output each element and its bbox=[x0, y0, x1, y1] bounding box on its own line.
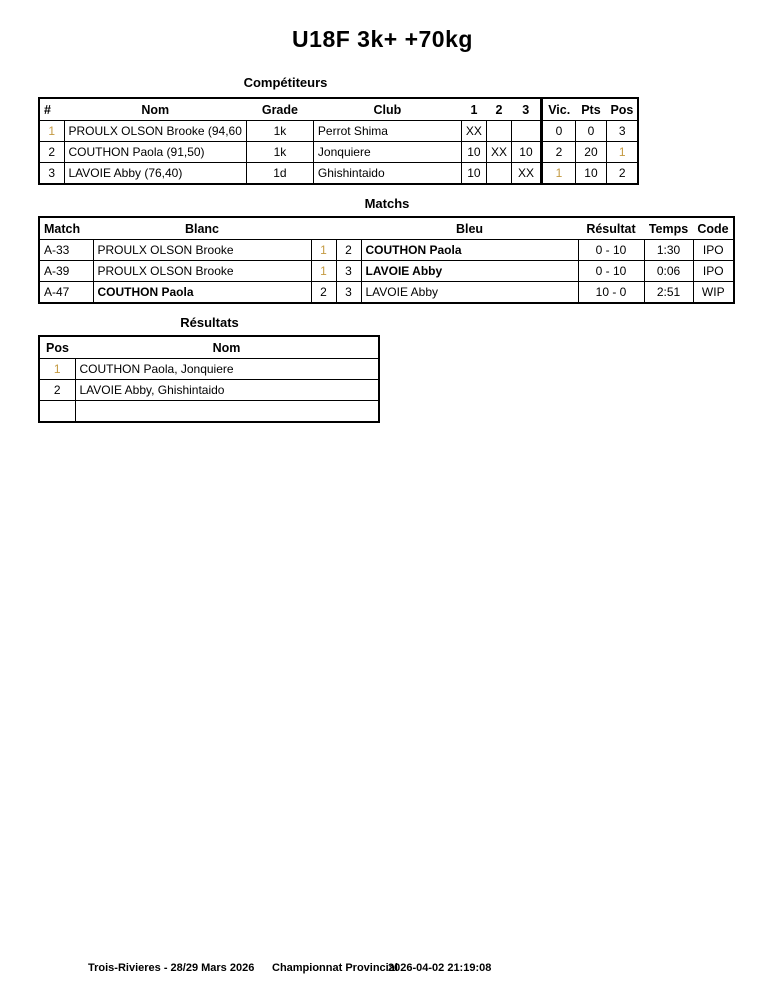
competitor-number: 1 bbox=[39, 121, 64, 142]
match-id: A-39 bbox=[39, 261, 93, 282]
pool-cell-2 bbox=[486, 121, 511, 142]
result-name: COUTHON Paola, Jonquiere bbox=[75, 359, 379, 380]
results-caption: Résultats bbox=[180, 315, 239, 330]
page-title: U18F 3k+ +70kg bbox=[292, 26, 473, 52]
result-position: 2 bbox=[39, 380, 75, 401]
competitors-caption: Compétiteurs bbox=[243, 75, 328, 90]
pool-cell-2: XX bbox=[486, 142, 511, 163]
competitor-position: 3 bbox=[606, 121, 638, 142]
col-header-num: # bbox=[39, 98, 64, 121]
competitor-points: 10 bbox=[575, 163, 606, 185]
match-blanc-number: 2 bbox=[311, 282, 336, 304]
competitor-position: 2 bbox=[606, 163, 638, 185]
match-id: A-33 bbox=[39, 240, 93, 261]
col-header-pos: Pos bbox=[606, 98, 638, 121]
match-code: IPO bbox=[693, 261, 734, 282]
match-row bbox=[39, 240, 734, 261]
competitor-victories: 0 bbox=[541, 121, 575, 142]
pool-cell-3 bbox=[511, 121, 541, 142]
match-bleu-number: 2 bbox=[336, 240, 361, 261]
col-header-spacer bbox=[336, 217, 361, 240]
competitor-club: Perrot Shima bbox=[313, 121, 461, 142]
col-header-pos: Pos bbox=[39, 336, 75, 359]
match-bleu-name: LAVOIE Abby bbox=[361, 261, 578, 282]
match-time: 0:06 bbox=[644, 261, 693, 282]
competitors-header-row bbox=[39, 98, 638, 121]
competitor-number: 3 bbox=[39, 163, 64, 185]
pool-cell-1: 10 bbox=[461, 142, 486, 163]
competitor-victories: 2 bbox=[541, 142, 575, 163]
pool-cell-1: XX bbox=[461, 121, 486, 142]
col-header-code: Code bbox=[693, 217, 734, 240]
col-header-round2: 2 bbox=[486, 98, 511, 121]
footer-event-location: Trois-Rivieres - 28/29 Mars 2026 bbox=[88, 962, 255, 974]
col-header-spacer bbox=[311, 217, 336, 240]
pool-cell-2 bbox=[486, 163, 511, 185]
col-header-resultat: Résultat bbox=[578, 217, 644, 240]
col-header-round1: 1 bbox=[461, 98, 486, 121]
match-result: 0 - 10 bbox=[578, 240, 644, 261]
match-time: 1:30 bbox=[644, 240, 693, 261]
match-code: WIP bbox=[693, 282, 734, 304]
matches-header-row bbox=[39, 217, 734, 240]
pool-cell-1: 10 bbox=[461, 163, 486, 185]
match-row bbox=[39, 261, 734, 282]
match-result: 10 - 0 bbox=[578, 282, 644, 304]
col-header-round3: 3 bbox=[511, 98, 541, 121]
col-header-bleu: Bleu bbox=[361, 217, 578, 240]
col-header-grade: Grade bbox=[246, 98, 313, 121]
match-code: IPO bbox=[693, 240, 734, 261]
match-blanc-name: COUTHON Paola bbox=[93, 282, 311, 304]
matches-caption: Matchs bbox=[364, 196, 410, 211]
match-bleu-name: COUTHON Paola bbox=[361, 240, 578, 261]
competitor-points: 0 bbox=[575, 121, 606, 142]
competitor-row bbox=[39, 163, 638, 185]
competitor-name: COUTHON Paola (91,50) bbox=[64, 142, 246, 163]
competitor-club: Jonquiere bbox=[313, 142, 461, 163]
competitor-name: LAVOIE Abby (76,40) bbox=[64, 163, 246, 185]
competitor-name: PROULX OLSON Brooke (94,60 bbox=[64, 121, 246, 142]
col-header-temps: Temps bbox=[644, 217, 693, 240]
footer-generated-timestamp: 2026-04-02 21:19:08 bbox=[388, 962, 492, 974]
result-name: LAVOIE Abby, Ghishintaido bbox=[75, 380, 379, 401]
competitor-row bbox=[39, 142, 638, 163]
match-blanc-number: 1 bbox=[311, 261, 336, 282]
match-blanc-number: 1 bbox=[311, 240, 336, 261]
matches-table bbox=[38, 216, 735, 304]
col-header-blanc: Blanc bbox=[93, 217, 311, 240]
match-blanc-name: PROULX OLSON Brooke bbox=[93, 240, 311, 261]
pool-cell-3: XX bbox=[511, 163, 541, 185]
competitor-position: 1 bbox=[606, 142, 638, 163]
result-row bbox=[39, 359, 379, 380]
competitor-club: Ghishintaido bbox=[313, 163, 461, 185]
competitor-grade: 1k bbox=[246, 142, 313, 163]
result-row bbox=[39, 401, 379, 423]
footer-event-name: Championnat Provincial bbox=[272, 962, 398, 974]
competitor-grade: 1d bbox=[246, 163, 313, 185]
competitors-table bbox=[38, 97, 639, 185]
competitor-victories: 1 bbox=[541, 163, 575, 185]
match-time: 2:51 bbox=[644, 282, 693, 304]
match-bleu-number: 3 bbox=[336, 261, 361, 282]
result-position bbox=[39, 401, 75, 423]
match-id: A-47 bbox=[39, 282, 93, 304]
results-header-row bbox=[39, 336, 379, 359]
competitor-grade: 1k bbox=[246, 121, 313, 142]
match-blanc-name: PROULX OLSON Brooke bbox=[93, 261, 311, 282]
competitor-row bbox=[39, 121, 638, 142]
pool-cell-3: 10 bbox=[511, 142, 541, 163]
match-bleu-name: LAVOIE Abby bbox=[361, 282, 578, 304]
col-header-nom: Nom bbox=[64, 98, 246, 121]
result-row bbox=[39, 380, 379, 401]
col-header-match: Match bbox=[39, 217, 93, 240]
result-position: 1 bbox=[39, 359, 75, 380]
match-row bbox=[39, 282, 734, 304]
col-header-vic: Vic. bbox=[541, 98, 575, 121]
match-result: 0 - 10 bbox=[578, 261, 644, 282]
col-header-pts: Pts bbox=[575, 98, 606, 121]
col-header-nom: Nom bbox=[75, 336, 379, 359]
competitor-number: 2 bbox=[39, 142, 64, 163]
result-name bbox=[75, 401, 379, 423]
col-header-club: Club bbox=[313, 98, 461, 121]
competitor-points: 20 bbox=[575, 142, 606, 163]
results-table bbox=[38, 335, 380, 423]
match-bleu-number: 3 bbox=[336, 282, 361, 304]
